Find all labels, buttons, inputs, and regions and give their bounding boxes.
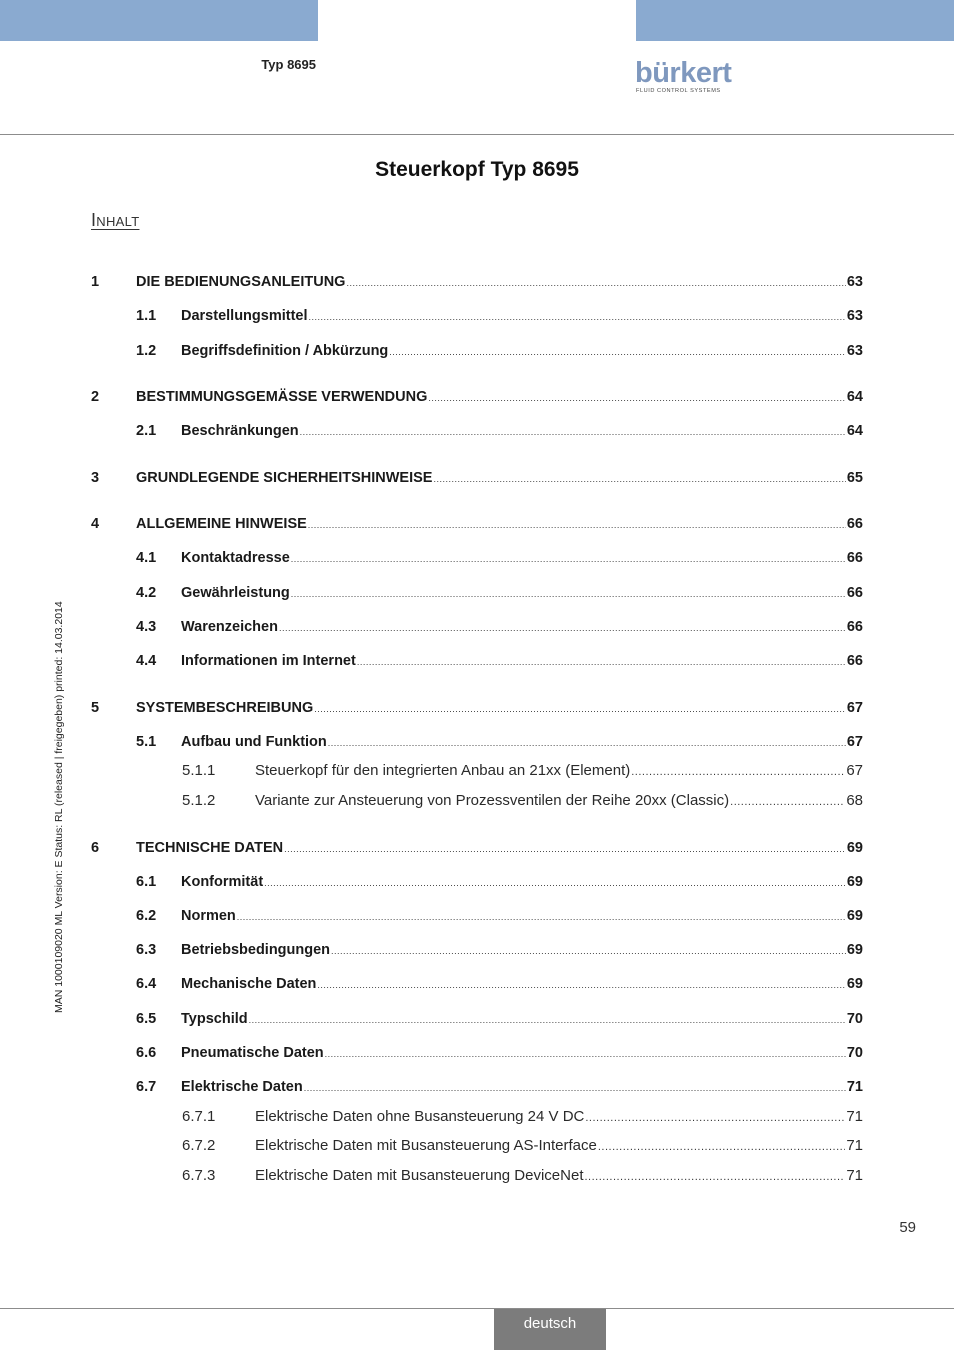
toc-entry-title: Elektrische Daten ohne Busansteuerung 24 V DC — [255, 1108, 585, 1125]
toc-entry[interactable] — [91, 1010, 863, 1028]
toc-entry-page: 69 — [846, 908, 863, 924]
toc-entry-title: Konformität — [181, 874, 264, 890]
toc-entry-title: ALLGEMEINE HINWEISE — [136, 516, 307, 532]
toc-dot-leader — [237, 908, 846, 926]
toc-entry-text — [181, 1044, 863, 1063]
toc-entry-number: 5 — [91, 700, 100, 716]
toc-entry-number: 5.1.1 — [182, 762, 216, 779]
toc-entry[interactable] — [91, 342, 863, 360]
toc-entry-number: 6.7.1 — [182, 1108, 216, 1125]
toc-entry[interactable] — [91, 699, 863, 717]
toc-entry[interactable] — [91, 618, 863, 636]
toc-entry-title: Informationen im Internet — [181, 653, 356, 669]
toc-entry-title: SYSTEMBESCHREIBUNG — [136, 700, 314, 716]
toc-entry-title: Elektrische Daten — [181, 1079, 303, 1095]
toc-entry-title: Typschild — [181, 1011, 248, 1027]
toc-entry-text — [255, 792, 863, 811]
toc-dot-leader — [325, 1045, 846, 1063]
toc-entry[interactable] — [91, 1078, 863, 1096]
toc-entry-number: 6.3 — [136, 942, 157, 958]
toc-entry[interactable] — [91, 515, 863, 533]
toc-entry-page: 71 — [846, 1137, 863, 1154]
toc-entry-text — [181, 1078, 863, 1097]
toc-entry[interactable] — [91, 1044, 863, 1062]
page-title: Steuerkopf Typ 8695 — [375, 158, 579, 181]
toc-entry-page: 66 — [846, 550, 863, 566]
toc-entry-title: BESTIMMUNGSGEMÄSSE VERWENDUNG — [136, 389, 428, 405]
toc-entry-title: DIE BEDIENUNGSANLEITUNG — [136, 274, 346, 290]
toc-entry-page: 69 — [846, 976, 863, 992]
toc-entry-number: 5.1 — [136, 734, 157, 750]
toc-entry-text — [181, 941, 863, 960]
toc-entry-number: 1.2 — [136, 343, 157, 359]
toc-entry[interactable] — [91, 307, 863, 325]
toc-entry-text — [136, 388, 863, 407]
toc-entry-page: 66 — [846, 516, 863, 532]
toc-entry-text — [181, 618, 863, 637]
logo-tagline: FLUID CONTROL SYSTEMS — [636, 88, 721, 94]
logo-wordmark: bürkert — [635, 57, 732, 89]
toc-entry-text — [181, 1010, 863, 1029]
toc-entry-page: 64 — [846, 389, 863, 405]
toc-entry-number: 1 — [91, 274, 100, 290]
toc-entry-page: 66 — [846, 585, 863, 601]
toc-entry-text — [181, 733, 863, 752]
toc-entry-title: Beschränkungen — [181, 423, 299, 439]
toc-entry-number: 6.7.3 — [182, 1167, 216, 1184]
toc-entry-page: 70 — [846, 1045, 863, 1061]
toc-dot-leader — [308, 516, 846, 534]
toc-entry-number: 6.7.2 — [182, 1137, 216, 1154]
toc-dot-leader — [328, 734, 846, 752]
toc-entry-number: 5.1.2 — [182, 792, 216, 809]
toc-entry-number: 4 — [91, 516, 100, 532]
toc-entry-number: 6.5 — [136, 1011, 157, 1027]
toc-entry-text — [181, 342, 863, 361]
toc-entry-page: 66 — [846, 619, 863, 635]
toc-dot-leader — [249, 1011, 846, 1029]
toc-entry-text — [181, 652, 863, 671]
toc-dot-leader — [428, 389, 845, 407]
toc-entry-number: 6.2 — [136, 908, 157, 924]
toc-dot-leader — [357, 653, 846, 671]
document-metadata-vertical: MAN 1000109020 ML Version: E Status: RL (released | freigegeben) printed: 14.03.2014 — [53, 601, 65, 1013]
toc-entry-title: Kontaktadresse — [181, 550, 290, 566]
toc-dot-leader — [346, 274, 845, 292]
toc-entry[interactable] — [91, 975, 863, 993]
toc-entry-title: Warenzeichen — [181, 619, 278, 635]
toc-dot-leader — [291, 585, 846, 603]
toc-entry[interactable] — [91, 584, 863, 602]
language-tab: deutsch — [494, 1309, 606, 1350]
toc-entry-page: 65 — [846, 470, 863, 486]
page-number: 59 — [899, 1219, 916, 1236]
toc-entry-page: 66 — [846, 653, 863, 669]
toc-entry-page: 69 — [846, 840, 863, 856]
toc-dot-leader — [585, 1109, 845, 1127]
toc-entry-text — [136, 839, 863, 858]
toc-entry-text — [255, 1108, 863, 1127]
toc-entry-text — [136, 515, 863, 534]
toc-entry-page: 67 — [846, 700, 863, 716]
toc-entry-title: Elektrische Daten mit Busansteuerung AS-Interface — [255, 1137, 597, 1154]
toc-dot-leader — [279, 619, 846, 637]
toc-entry-number: 4.1 — [136, 550, 157, 566]
toc-dot-leader — [264, 874, 846, 892]
toc-entry-text — [181, 422, 863, 441]
toc-entry-number: 2 — [91, 389, 100, 405]
toc-dot-leader — [314, 700, 846, 718]
toc-entry-number: 6.7 — [136, 1079, 157, 1095]
toc-entry-number: 6.1 — [136, 874, 157, 890]
toc-entry-number: 4.4 — [136, 653, 157, 669]
toc-entry[interactable] — [91, 762, 863, 780]
toc-entry-text — [181, 907, 863, 926]
toc-entry[interactable] — [91, 469, 863, 487]
toc-entry[interactable] — [91, 941, 863, 959]
toc-entry-title: Darstellungsmittel — [181, 308, 308, 324]
toc-entry-title: Aufbau und Funktion — [181, 734, 327, 750]
toc-entry[interactable] — [91, 652, 863, 670]
toc-dot-leader — [730, 793, 845, 811]
toc-dot-leader — [331, 942, 846, 960]
toc-dot-leader — [317, 976, 845, 994]
toc-entry[interactable] — [91, 733, 863, 751]
toc-dot-leader — [389, 343, 846, 361]
toc-dot-leader — [585, 1168, 846, 1186]
toc-entry-title: Steuerkopf für den integrierten Anbau an 21xx (Element) — [255, 762, 631, 779]
toc-entry-title: Normen — [181, 908, 236, 924]
toc-entry-page: 64 — [846, 423, 863, 439]
toc-entry[interactable] — [91, 1108, 863, 1126]
toc-entry-text — [136, 699, 863, 718]
document-type-label: Typ 8695 — [261, 57, 316, 72]
toc-entry-page: 71 — [846, 1108, 863, 1125]
toc-entry-text — [136, 469, 863, 488]
toc-dot-leader — [433, 470, 845, 488]
toc-entry-number: 6 — [91, 840, 100, 856]
toc-entry-text — [181, 549, 863, 568]
toc-entry-title: Mechanische Daten — [181, 976, 317, 992]
toc-entry-page: 63 — [846, 308, 863, 324]
toc-entry[interactable] — [91, 273, 863, 291]
toc-entry-page: 71 — [846, 1167, 863, 1184]
toc-dot-leader — [291, 550, 846, 568]
footer-divider — [0, 1308, 954, 1309]
toc-entry-title: Gewährleistung — [181, 585, 290, 601]
toc-entry-text — [181, 873, 863, 892]
toc-entry-page: 68 — [846, 792, 863, 809]
toc-entry[interactable] — [91, 549, 863, 567]
toc-entry[interactable] — [91, 422, 863, 440]
toc-entry-number: 6.4 — [136, 976, 157, 992]
toc-entry-number: 1.1 — [136, 308, 157, 324]
toc-entry[interactable] — [91, 1167, 863, 1185]
toc-dot-leader — [309, 308, 846, 326]
toc-dot-leader — [598, 1138, 845, 1156]
toc-entry-number: 3 — [91, 470, 100, 486]
toc-entry-page: 69 — [846, 874, 863, 890]
toc-dot-leader — [631, 763, 845, 781]
toc-entry-number: 6.6 — [136, 1045, 157, 1061]
toc-entry-number: 4.2 — [136, 585, 157, 601]
toc-entry-text — [136, 273, 863, 292]
toc-dot-leader — [300, 423, 846, 441]
toc-entry-title: Variante zur Ansteuerung von Prozessventilen der Reihe 20xx (Classic) — [255, 792, 730, 809]
toc-entry[interactable] — [91, 388, 863, 406]
toc-entry-text — [255, 1167, 863, 1186]
toc-entry-page: 69 — [846, 942, 863, 958]
toc-entry-number: 4.3 — [136, 619, 157, 635]
toc-entry-title: Elektrische Daten mit Busansteuerung DeviceNet — [255, 1167, 584, 1184]
toc-entry-page: 63 — [846, 343, 863, 359]
toc-entry[interactable] — [91, 907, 863, 925]
toc-entry-number: 2.1 — [136, 423, 157, 439]
toc-entry-text — [181, 584, 863, 603]
toc-entry-page: 70 — [846, 1011, 863, 1027]
toc-entry-text — [255, 762, 863, 781]
toc-entry-title: Begriffsdefinition / Abkürzung — [181, 343, 389, 359]
toc-entry-title: Betriebsbedingungen — [181, 942, 331, 958]
toc-entry-text — [255, 1137, 863, 1156]
toc-entry[interactable] — [91, 1137, 863, 1155]
toc-entry[interactable] — [91, 792, 863, 810]
toc-entry[interactable] — [91, 839, 863, 857]
toc-entry-title: TECHNISCHE DATEN — [136, 840, 284, 856]
toc-entry-text — [181, 307, 863, 326]
toc-entry-page: 63 — [846, 274, 863, 290]
toc-entry[interactable] — [91, 873, 863, 891]
toc-entry-page: 71 — [846, 1079, 863, 1095]
contents-heading: Inhalt — [91, 210, 140, 230]
toc-entry-page: 67 — [846, 762, 863, 779]
toc-entry-title: GRUNDLEGENDE SICHERHEITSHINWEISE — [136, 470, 433, 486]
toc-entry-title: Pneumatische Daten — [181, 1045, 324, 1061]
toc-entry-text — [181, 975, 863, 994]
toc-dot-leader — [284, 840, 846, 858]
toc-dot-leader — [304, 1079, 846, 1097]
toc-entry-page: 67 — [846, 734, 863, 750]
